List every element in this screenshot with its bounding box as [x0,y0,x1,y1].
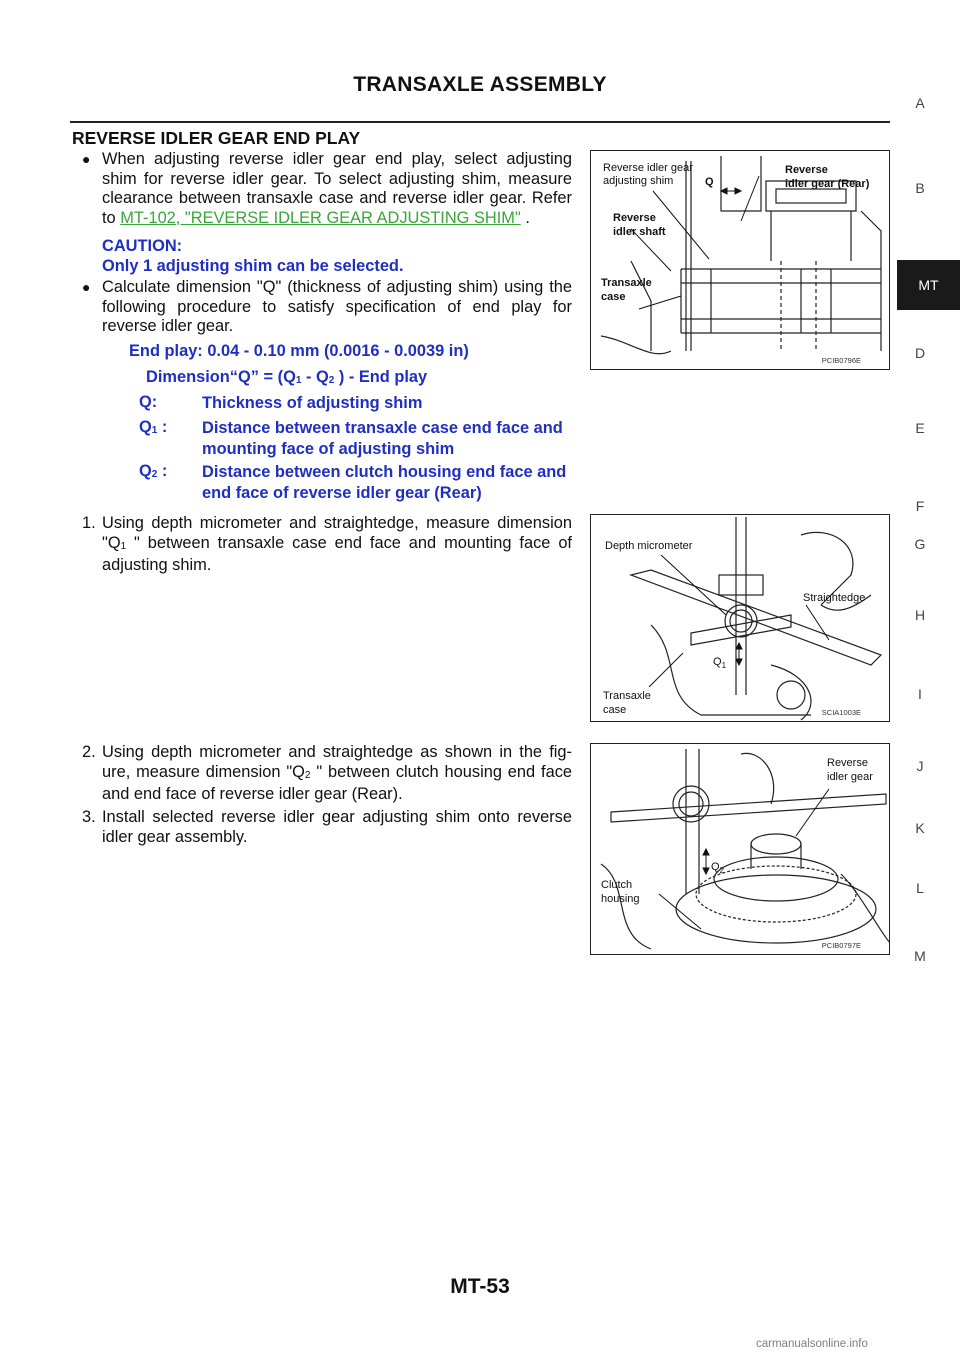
svg-text:Depth micrometer: Depth micrometer [605,540,693,552]
bullet-text: When adjusting reverse idler gear end play, select adjusting shim for reverse idler gear. To select adjusting shim, measure clearance between transaxle case and reverse idler gear. Refer to [102,150,572,227]
q2-figure-label: $Q_2$ [711,861,725,875]
svg-text:Q: Q [705,176,714,188]
page-number: MT-53 [450,1275,510,1298]
figure-code: PCIB0797E [821,941,861,950]
svg-text:Clutch: Clutch [601,879,633,891]
bullet-text: Calculate dimension "Q" (thickness of adjusting shim) using the following procedure to satisfy specification of end play for reverse idler gear. [102,278,572,336]
svg-text:case: case [603,704,627,716]
step-1: 1. Using depth micrometer and straightedge, measure dimension "$Q_1$ " between transaxle case end face and mounting face of adjusting shim. [82,514,572,575]
figure-code: SCIA1003E [821,708,861,717]
q1-definition: Distance between transaxle case end face and mounting face of adjusting shim [202,419,563,458]
svg-text:adjusting shim: adjusting shim [603,175,674,187]
side-index-k[interactable]: K [915,820,925,836]
side-index-b[interactable]: B [915,180,925,196]
svg-text:idler gear: idler gear [827,771,873,783]
bullet-calculate-q [82,278,572,337]
side-index-i[interactable]: I [918,686,922,702]
svg-text:Reverse: Reverse [827,757,868,769]
title-rule [70,121,890,123]
side-index-m[interactable]: M [914,948,926,964]
step-2: 2. Using depth micrometer and straightedge as shown in the fig- ure, measure dimension "$Q_2$ " between clutch housing end face and end face of reverse idler gear (Rear). [82,743,572,804]
side-index-e[interactable]: E [915,420,925,436]
watermark: carmanualsonline.info [756,1338,868,1350]
section-heading: REVERSE IDLER GEAR END PLAY [72,128,361,148]
page-title: TRANSAXLE ASSEMBLY [353,73,607,96]
side-index-g[interactable]: G [914,536,926,552]
q-definition: Thickness of adjusting shim [202,394,423,412]
figure-depth-micrometer-q2 [590,743,890,955]
svg-text:Transaxle: Transaxle [601,277,652,289]
figure-code: PCIB0796E [821,356,861,365]
side-index-f[interactable]: F [915,498,925,514]
bullet-dot-icon: ● [82,151,91,167]
side-index-d[interactable]: D [914,345,926,361]
figure-depth-micrometer-q1 [590,514,890,722]
svg-text:Reverse idler gear: Reverse idler gear [603,162,693,174]
figure-illustration [591,151,890,370]
figure-illustration [591,515,890,722]
svg-text:Reverse: Reverse [613,212,656,224]
q1-figure-label: $Q_1$ [713,656,727,670]
side-index-l[interactable]: L [916,880,924,896]
caution-text: Only 1 adjusting shim can be selected. [102,256,404,275]
svg-text:housing: housing [601,893,640,905]
svg-text:Transaxle: Transaxle [603,690,651,702]
svg-text:idler gear (Rear): idler gear (Rear) [785,178,870,190]
caution-block [102,237,404,276]
figure-reverse-idler-gear-shim [590,150,890,370]
cross-reference-link[interactable]: MT-102, "REVERSE IDLER GEAR ADJUSTING SHIM" [120,208,521,227]
q1-term: $Q_1$ : [139,418,168,436]
side-index-a[interactable]: A [915,95,925,111]
side-index-h[interactable]: H [914,607,926,623]
side-tab-mt[interactable]: MT [897,260,960,310]
q2-term: $Q_2$ : [139,462,168,480]
svg-text:case: case [601,291,626,303]
dimension-formula: Dimension“Q” = ($Q_1 - Q_2$ ) - End play [146,368,428,386]
svg-text:Reverse: Reverse [785,164,828,176]
svg-text:idler shaft: idler shaft [613,226,666,238]
step-3: 3. Install selected reverse idler gear adjusting shim onto reverse idler gear assembly. [82,808,572,846]
figure-illustration [591,744,890,955]
side-index-j[interactable]: J [916,758,924,774]
q2-definition: Distance between clutch housing end face and end face of reverse idler gear (Rear) [202,463,567,502]
end-play-spec: End play: 0.04 - 0.10 mm (0.0016 - 0.0039 in) [129,342,469,360]
bullet-dot-icon: ● [82,279,91,295]
svg-text:Straightedge: Straightedge [803,592,866,604]
bullet-adjust-shim: ● When adjusting reverse idler gear end play, select adjusting shim for reverse idler gear. To select adjusting shim, measure clearance between transaxle case and reverse idler gear. Refer to MT-102, "REVERSE IDLER GEAR ADJUSTING SHIM" . [82,150,572,227]
caution-label: CAUTION: [102,237,183,255]
q-term: Q: [139,393,158,411]
